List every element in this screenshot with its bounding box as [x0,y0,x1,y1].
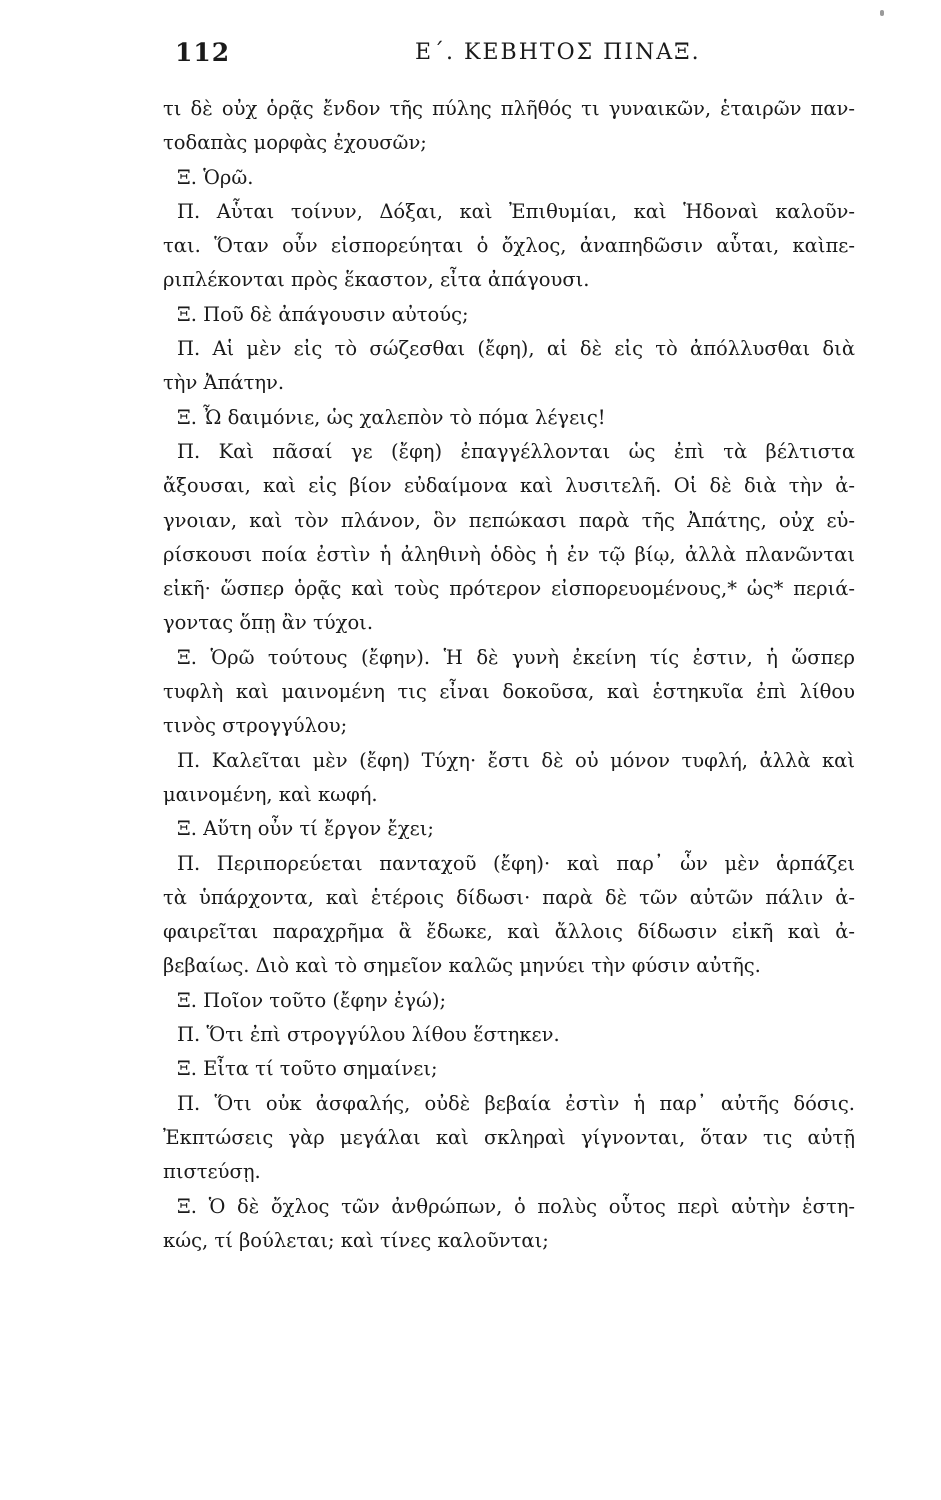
text-line: Ξ. Αὕτη οὖν τί ἔργον ἔχει; [177,817,434,841]
text-line: Π. Καλεῖται μὲν (ἔφη) Τύχη· ἔστι δὲ οὐ μόνον τυφλή, ἀλλὰ καὶ [177,748,855,772]
text-line: βεβαίως. Διὸ καὶ τὸ σημεῖον καλῶς μηνύει τὴν φύσιν αὐτῆς. [163,954,761,978]
text-line: τὰ ὑπάρχοντα, καὶ ἑτέροις δίδωσι· παρὰ δὲ τῶν αὐτῶν πάλιν ἀ- [163,885,855,909]
text-line: πιστεύσῃ. [163,1160,261,1184]
text-line: Ξ. Εἶτα τί τοῦτο σημαίνει; [177,1057,438,1081]
ink-speck [880,10,884,16]
text-line: Ξ. Ὁρῶ τούτους (ἔφην). Ἡ δὲ γυνὴ ἐκείνη τίς ἐστιν, ἡ ὥσπερ [177,645,855,669]
text-line: Π. Αὗται τοίνυν, Δόξαι, καὶ Ἐπιθυμίαι, καὶ Ἡδοναὶ καλοῦν- [177,199,855,223]
text-line: τοδαπὰς μορφὰς ἐχουσῶν; [163,131,427,155]
text-line: Π. Περιπορεύεται πανταχοῦ (ἔφη)· καὶ παρ᾽ ὧν μὲν ἁρπάζει [177,851,855,875]
text-line: Π. Καὶ πᾶσαί γε (ἔφη) ἐπαγγέλλονται ὡς ἐπὶ τὰ βέλτιστα [177,439,855,463]
text-line: ἄξουσαι, καὶ εἰς βίον εὐδαίμονα καὶ λυσιτελῆ. Οἱ δὲ διὰ τὴν ἀ- [163,474,855,498]
text-line: Π. Αἱ μὲν εἰς τὸ σώζεσθαι (ἔφη), αἱ δὲ εἰς τὸ ἀπόλλυσθαι διὰ [177,337,855,361]
text-line: γνοιαν, καὶ τὸν πλάνον, ὃν πεπώκασι παρὰ τῆς Ἀπάτης, οὐχ εὑ- [163,508,855,532]
text-line: τινὸς στρογγύλου; [163,714,348,738]
body-text [163,92,855,1258]
text-line: Π. Ὅτι οὐκ ἀσφαλής, οὐδὲ βεβαία ἐστὶν ἡ παρ᾽ αὐτῆς δόσις. [177,1091,855,1115]
page-header [175,38,915,78]
text-line: Ξ. Ὁρῶ. [177,165,254,189]
text-line: γοντας ὅπῃ ἂν τύχοι. [163,611,374,635]
text-line: Ἐκπτώσεις γὰρ μεγάλαι καὶ σκληραὶ γίγνονται, ὅταν τις αὐτῇ [163,1125,855,1149]
text-line: ρίσκουσι ποία ἐστὶν ἡ ἀληθινὴ ὁδὸς ἡ ἐν τῷ βίῳ, ἀλλὰ πλανῶνται [163,542,855,566]
running-title: Ε΄. ΚΕΒΗΤΟΣ ΠΙΝΑΞ. [415,40,701,65]
text-line: κώς, τί βούλεται; καὶ τίνες καλοῦνται; [163,1228,549,1252]
text-line: τυφλὴ καὶ μαινομένη τις εἶναι δοκοῦσα, καὶ ἑστηκυῖα ἐπὶ λίθου [163,680,855,704]
page-number: 112 [175,38,231,67]
text-line: εἰκῆ· ὥσπερ ὁρᾷς καὶ τοὺς πρότερον εἰσπορευομένους,* ὡς* περιά- [163,577,855,601]
text-line: τι δὲ οὐχ ὁρᾷς ἔνδον τῆς πύλης πλῆθός τι γυναικῶν, ἑταιρῶν παν- [163,97,855,120]
text-line: Ξ. Ποῦ δὲ ἀπάγουσιν αὐτούς; [177,302,469,326]
text-line: Ξ. Ποῖον τοῦτο (ἔφην ἐγώ); [177,988,447,1012]
text-line: Π. Ὅτι ἐπὶ στρογγύλου λίθου ἕστηκεν. [177,1023,560,1047]
text-line: Ξ. Ὁ δὲ ὄχλος τῶν ἀνθρώπων, ὁ πολὺς οὗτος περὶ αὐτὴν ἑστη- [177,1194,855,1218]
text-line: ριπλέκονται πρὸς ἕκαστον, εἶτα ἀπάγουσι. [163,268,590,292]
text-line: Ξ. Ὦ δαιμόνιε, ὡς χαλεπὸν τὸ πόμα λέγεις! [177,405,606,429]
text-line: μαινομένη, καὶ κωφή. [163,782,378,806]
text-line: τὴν Ἀπάτην. [163,371,285,395]
text-line: φαιρεῖται παραχρῆμα ἃ ἔδωκε, καὶ ἄλλοις δίδωσιν εἰκῆ καὶ ἀ- [163,920,855,944]
text-line: ται. Ὅταν οὖν εἰσπορεύηται ὁ ὄχλος, ἀναπηδῶσιν αὗται, καὶπε- [163,234,855,258]
